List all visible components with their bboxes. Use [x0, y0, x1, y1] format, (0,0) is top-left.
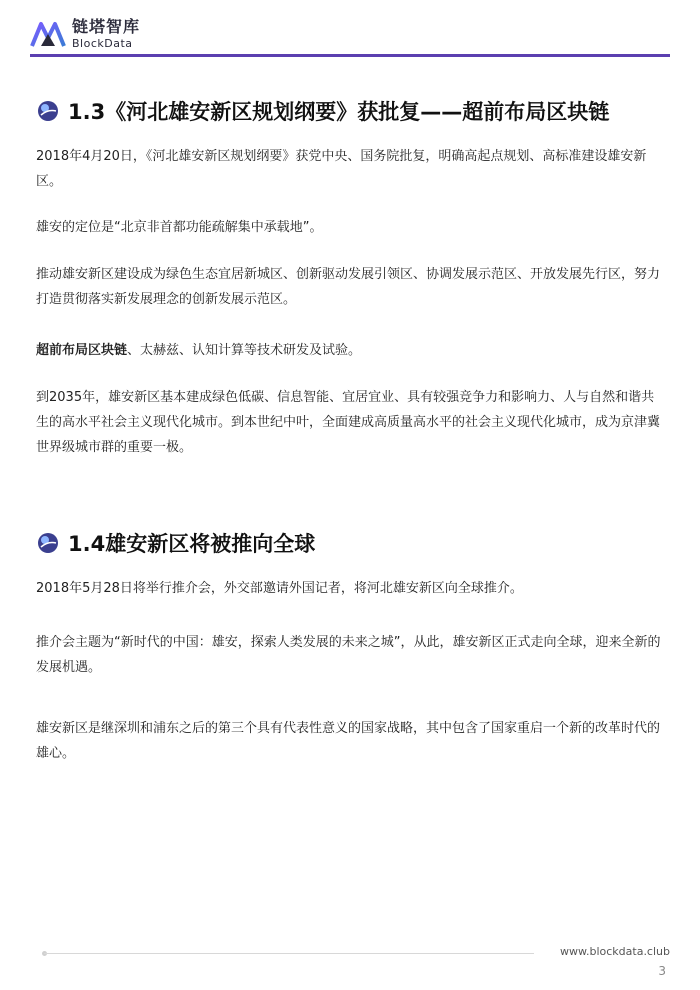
header-divider [30, 54, 670, 57]
paragraph: 2018年4月20日，《河北雄安新区规划纲要》获党中央、国务院批复，明确高起点规划、高标准建设雄安新区。 [36, 149, 647, 189]
page-number: 3 [658, 964, 666, 978]
paragraph-rest: 、太赫兹、认知计算等技术研发及试验。 [127, 343, 362, 358]
section-title-text: 1.3《河北雄安新区规划纲要》获批复——超前布局区块链 [68, 100, 610, 124]
logo-text-cn: 链塔智库 [72, 17, 141, 36]
paragraph [36, 338, 666, 363]
blockdata-logo-icon [30, 20, 66, 48]
logo-text-en: BlockData [72, 37, 133, 50]
paragraph: 推动雄安新区建设成为绿色生态宜居新城区、创新驱动发展引领区、协调发展示范区、开放发展先行区，努力打造贯彻落实新发展理念的创新发展示范区。 [36, 267, 661, 307]
section-title-1-3 [36, 96, 609, 126]
footer-divider [44, 953, 534, 954]
paragraph: 雄安新区是继深圳和浦东之后的第三个具有代表性意义的国家战略，其中包含了国家重启一个新的改革时代的雄心。 [36, 721, 661, 761]
section-title-text: 1.4雄安新区将被推向全球 [68, 532, 316, 556]
sphere-bullet-icon [36, 531, 60, 555]
paragraph: 推介会主题为“新时代的中国：雄安，探索人类发展的未来之城”，从此，雄安新区正式走向全球，迎来全新的发展机遇。 [36, 635, 661, 675]
bold-phrase: 超前布局区块链 [36, 343, 128, 358]
paragraph: 雄安的定位是“北京非首都功能疏解集中承载地”。 [36, 220, 323, 235]
footer-url: www.blockdata.club [560, 945, 670, 958]
paragraph: 2018年5月28日将举行推介会，外交部邀请外国记者，将河北雄安新区向全球推介。 [36, 581, 523, 596]
sphere-bullet-icon [36, 99, 60, 123]
paragraph: 到2035年，雄安新区基本建成绿色低碳、信息智能、宜居宜业、具有较强竞争力和影响力、人与自然和谐共生的高水平社会主义现代化城市。到本世纪中叶，全面建成高质量高水平的社会主义现代化城市，成为京津冀世界级城市群的重要一极。 [36, 390, 661, 455]
section-title-1-4 [36, 528, 315, 558]
header [30, 16, 140, 52]
